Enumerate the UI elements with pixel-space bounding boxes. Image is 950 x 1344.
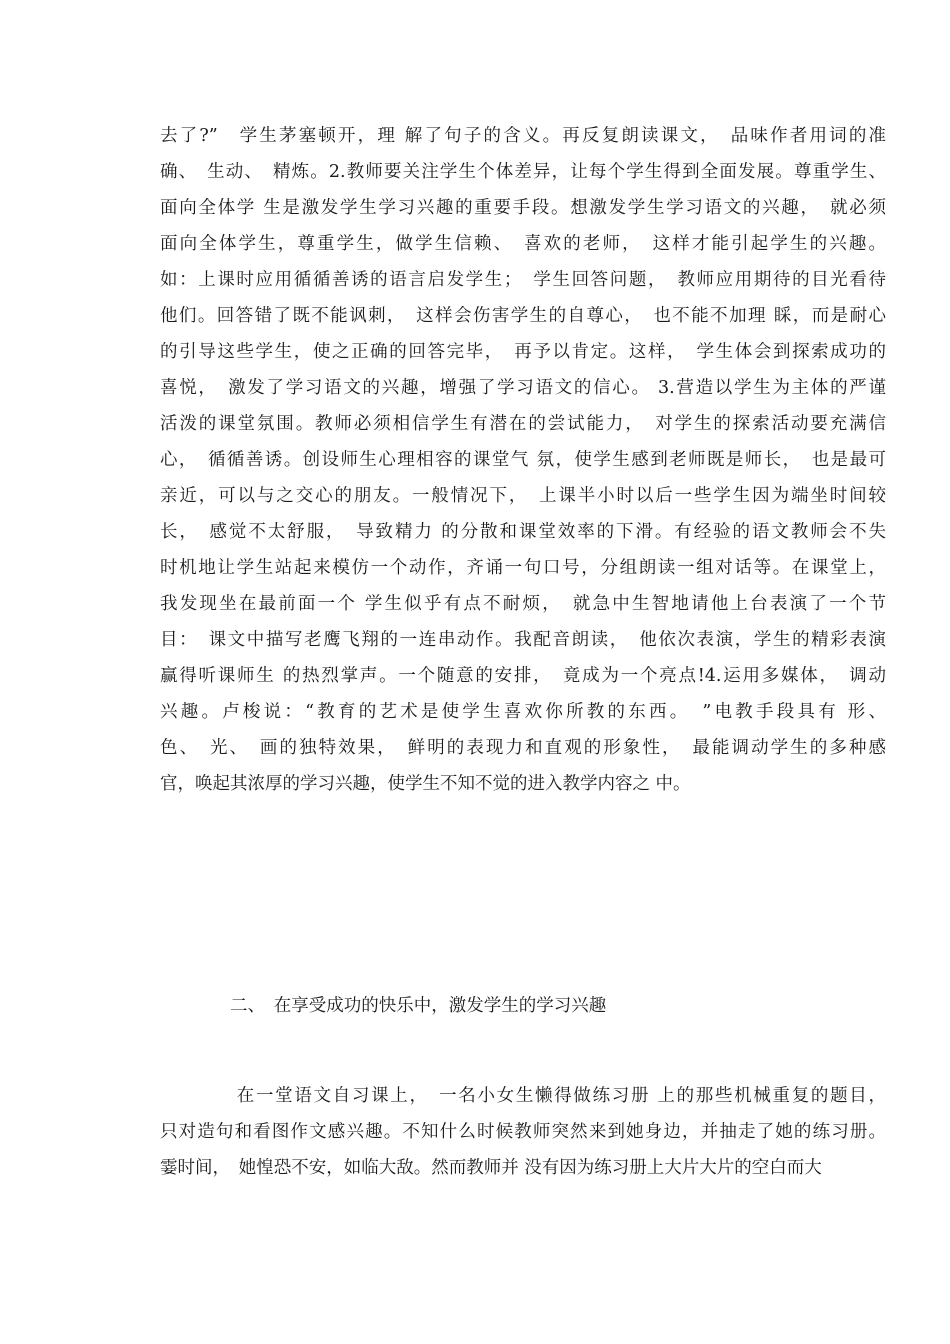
body-paragraph-1 <box>160 118 886 802</box>
text-line: 他们。回答错了既不能讽刺， 这样会伤害学生的自尊心， 也不能不加理 睬，而是耐心 <box>160 306 886 326</box>
text-line: 我发现坐在最前面一个 学生似乎有点不耐烦， 就急中生智地请他上台表演了一个节 <box>160 594 886 614</box>
text-line: 的引导这些学生，使之正确的回答完毕， 再予以肯定。这样， 学生体会到探索成功的 <box>160 342 886 362</box>
text-line: 只对造句和看图作文感兴趣。不知什么时候教师突然来到她身边，并抽走了她的练习册。 <box>160 1122 886 1142</box>
text-line: 赢得听课师生 的热烈掌声。一个随意的安排， 竟成为一个亮点!4.运用多媒体， 调动 <box>160 666 886 686</box>
text-line: 喜悦， 激发了学习语文的兴趣，增强了学习语文的信心。 3.营造以学生为主体的严谨 <box>160 378 886 398</box>
text-line: 亲近，可以与之交心的朋友。一般情况下， 上课半小时以后一些学生因为端坐时间较 <box>160 486 886 506</box>
text-line: 霎时间， 她惶恐不安，如临大敌。然而教师并 没有因为练习册上大片大片的空白而大 <box>160 1158 822 1178</box>
text-line: 色、 光、 画的独特效果， 鲜明的表现力和直观的形象性， 最能调动学生的多种感 <box>160 738 886 758</box>
text-line: 面向全体学 生是激发学生学习兴趣的重要手段。想激发学生学习语文的兴趣， 就必须 <box>160 198 886 218</box>
text-line: 心， 循循善诱。创设师生心理相容的课堂气 氛，使学生感到老师既是师长， 也是最可 <box>160 450 886 470</box>
text-line: 在一堂语文自习课上， 一名小女生懒得做练习册 上的那些机械重复的题目， <box>160 1086 886 1106</box>
text-line: 去了?” 学生茅塞顿开，理 解了句子的含义。再反复朗读课文， 品味作者用词的准 <box>160 126 886 146</box>
text-line: 确、 生动、 精炼。2.教师要关注学生个体差异，让每个学生得到全面发展。尊重学生、 <box>160 162 886 182</box>
body-paragraph-2 <box>160 1078 886 1186</box>
text-line: 面向全体学生，尊重学生，做学生信赖、 喜欢的老师， 这样才能引起学生的兴趣。 <box>160 234 886 254</box>
text-line: 如：上课时应用循循善诱的语言启发学生； 学生回答问题， 教师应用期待的目光看待 <box>160 270 886 290</box>
text-line: 活泼的课堂氛围。教师必须相信学生有潜在的尝试能力， 对学生的探索活动要充满信 <box>160 414 886 434</box>
text-line: 兴趣。卢梭说：“教育的艺术是使学生喜欢你所教的东西。 ”电教手段具有 形、 <box>160 702 886 722</box>
text-line: 官，唤起其浓厚的学习兴趣，使学生不知不觉的进入教学内容之 中。 <box>160 774 691 794</box>
text-line: 长， 感觉不太舒服， 导致精力 的分散和课堂效率的下滑。有经验的语文教师会不失 <box>160 522 886 542</box>
text-line: 时机地让学生站起来模仿一个动作，齐诵一句口号，分组朗读一组对话等。在课堂上， <box>160 558 886 578</box>
text-line: 目： 课文中描写老鹰飞翔的一连串动作。我配音朗读， 他依次表演，学生的精彩表演 <box>160 630 886 650</box>
section-heading: 二、 在享受成功的快乐中，激发学生的学习兴趣 <box>160 996 607 1016</box>
